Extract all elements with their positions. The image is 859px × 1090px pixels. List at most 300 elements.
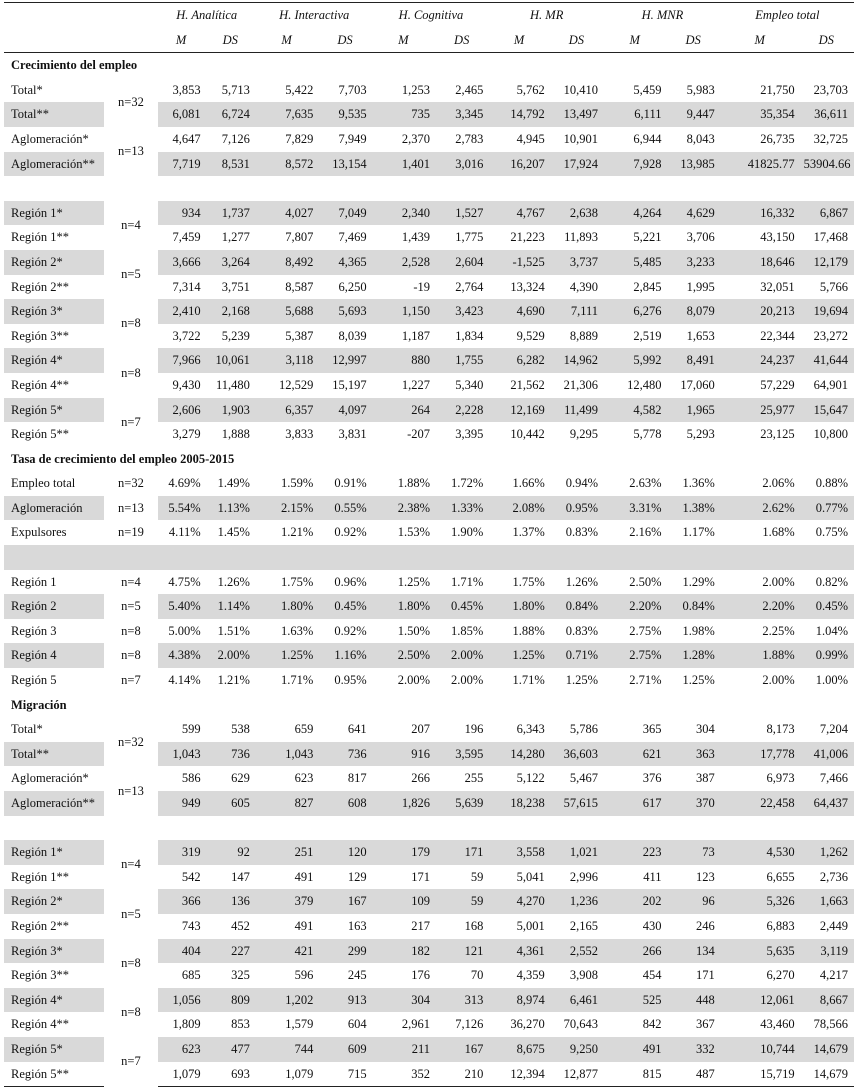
mean-value: 8,572 [256, 152, 317, 177]
mean-value: 617 [604, 791, 665, 816]
mean-value: 171 [411, 869, 431, 884]
mean-value: 815 [604, 1062, 665, 1087]
row-label: Región 5* [4, 398, 104, 423]
sd-value: 0.83% [565, 525, 599, 540]
mean-value: 12,480 [627, 377, 662, 392]
sd-value: 70,643 [563, 1017, 599, 1032]
mean-value: 7,807 [285, 230, 314, 245]
mean-value: 5,041 [516, 869, 545, 884]
sd-value: 1,737 [205, 201, 256, 226]
header-sd: DS [665, 28, 720, 53]
sd-value: 1,888 [221, 427, 250, 442]
mean-value: 4,270 [489, 889, 548, 914]
sd-value: 0.99% [799, 643, 854, 668]
mean-value: 2,410 [158, 299, 205, 324]
mean-value: 842 [642, 1017, 662, 1032]
sd-value: 8,531 [205, 152, 256, 177]
mean-value: 586 [181, 771, 201, 786]
mean-value: 6,276 [604, 299, 665, 324]
sd-value: 227 [205, 939, 256, 964]
sd-value: 13,497 [549, 102, 604, 127]
sd-value: 73 [665, 840, 720, 865]
table-row [4, 594, 854, 619]
sd-value: 163 [347, 918, 367, 933]
mean-value: -1,525 [489, 250, 548, 275]
sd-value: 7,111 [549, 299, 604, 324]
table-row [4, 127, 854, 152]
mean-value: 4.11% [168, 525, 201, 540]
row-label: Expulsores [11, 525, 67, 540]
mean-value: 1.25% [397, 574, 431, 589]
mean-value: 12,169 [489, 398, 548, 423]
sd-value: 1.85% [451, 623, 484, 638]
mean-value: 8,492 [256, 250, 317, 275]
sd-value: 1.33% [434, 496, 489, 521]
mean-value: 3.31% [604, 496, 665, 521]
mean-value: 10,744 [721, 1037, 799, 1062]
mean-value: 2.20% [721, 594, 799, 619]
mean-value: 1.37% [512, 525, 545, 540]
sd-value: 168 [464, 918, 484, 933]
mean-value: 4,690 [489, 299, 548, 324]
mean-value: 2.75% [604, 643, 665, 668]
sd-value: 123 [696, 869, 715, 884]
section-row [4, 693, 854, 718]
sd-value: 3,264 [205, 250, 256, 275]
sample-size: n=8 [104, 348, 157, 397]
mean-value: 934 [158, 201, 205, 226]
row-label: Región 3** [11, 968, 69, 983]
sample-size: n=13 [104, 496, 157, 521]
sd-value: 17,060 [680, 377, 715, 392]
mean-value: 2.00% [762, 673, 795, 688]
mean-value: 1,253 [401, 82, 431, 97]
mean-value: 4,582 [604, 398, 665, 423]
mean-value: 8,974 [489, 988, 548, 1013]
mean-value: 1,826 [373, 791, 434, 816]
sample-size: n=5 [104, 250, 157, 299]
row-label: Aglomeración [4, 496, 104, 521]
mean-value: 14,280 [489, 742, 548, 767]
sd-value: 171 [434, 840, 489, 865]
mean-value: 1.88% [512, 623, 545, 638]
sd-value: 3,016 [434, 152, 489, 177]
sd-value: 15,197 [332, 377, 367, 392]
mean-value: 18,238 [489, 791, 548, 816]
mean-value: 379 [256, 889, 317, 914]
mean-value: 2.25% [762, 623, 795, 638]
sd-value: 629 [231, 771, 250, 786]
sd-value: 3,908 [569, 968, 599, 983]
sd-value: 23,272 [813, 328, 848, 343]
mean-value: 5,762 [516, 82, 545, 97]
sd-value: 1,277 [221, 230, 250, 245]
mean-value: 9,430 [172, 377, 201, 392]
sample-size: n=32 [104, 471, 157, 496]
row-label: Región 5** [4, 1062, 104, 1087]
sd-value: 6,461 [549, 988, 604, 1013]
mean-value: 23,125 [760, 427, 795, 442]
sd-value: 5,467 [569, 771, 599, 786]
table-row [4, 988, 854, 1013]
sd-value: 715 [317, 1062, 372, 1087]
sd-value: 10,901 [563, 131, 599, 146]
sd-value: 1,903 [205, 398, 256, 423]
sd-value: 809 [205, 988, 256, 1013]
mean-value: 491 [604, 1037, 665, 1062]
sd-value: 1.16% [317, 643, 372, 668]
table-row [4, 471, 854, 496]
header-group: Empleo total [721, 3, 854, 28]
sd-value: 3,423 [434, 299, 489, 324]
sd-value: 736 [317, 742, 372, 767]
sd-value: 0.92% [334, 525, 367, 540]
mean-value: 22,458 [721, 791, 799, 816]
sd-value: 6,724 [205, 102, 256, 127]
sd-value: 1.28% [665, 643, 720, 668]
sd-value: 13,154 [317, 152, 372, 177]
sd-value: 1.36% [682, 476, 715, 491]
mean-value: 16,332 [721, 201, 799, 226]
mean-value: 6,944 [633, 131, 662, 146]
header-mean: M [721, 28, 799, 53]
mean-value: 1.53% [397, 525, 431, 540]
header-sd: DS [549, 28, 604, 53]
sd-value: 609 [317, 1037, 372, 1062]
mean-value: 26,735 [760, 131, 795, 146]
sd-value: 817 [347, 771, 367, 786]
mean-value: 744 [256, 1037, 317, 1062]
mean-value: 251 [256, 840, 317, 865]
mean-value: 3,853 [172, 82, 201, 97]
table-row [4, 840, 854, 865]
table-row [4, 939, 854, 964]
table-row [4, 643, 854, 668]
header-corner [4, 3, 104, 28]
sd-value: 5,239 [221, 328, 250, 343]
mean-value: 1,056 [158, 988, 205, 1013]
mean-value: 20,213 [721, 299, 799, 324]
sd-value: 1,995 [686, 279, 715, 294]
sample-size: n=5 [104, 594, 157, 619]
mean-value: 1.68% [762, 525, 795, 540]
sample-size: n=7 [104, 398, 157, 447]
table-row [4, 78, 854, 103]
sd-value: 487 [665, 1062, 720, 1087]
sd-value: 3,737 [549, 250, 604, 275]
mean-value: 7,829 [285, 131, 314, 146]
mean-value: 2.20% [604, 594, 665, 619]
mean-value: 266 [604, 939, 665, 964]
mean-value: 916 [373, 742, 434, 767]
header-sd: DS [434, 28, 489, 53]
mean-value: 4.14% [168, 673, 201, 688]
header-group: H. MNR [604, 3, 721, 28]
mean-value: 623 [158, 1037, 205, 1062]
mean-value: 525 [604, 988, 665, 1013]
mean-value: 6,357 [256, 398, 317, 423]
mean-value: 421 [256, 939, 317, 964]
mean-value: 2.00% [762, 574, 795, 589]
sd-value: 167 [434, 1037, 489, 1062]
mean-value: 6,111 [604, 102, 665, 127]
mean-value: 304 [373, 988, 434, 1013]
sd-value: 14,679 [799, 1037, 854, 1062]
sd-value: 245 [347, 968, 367, 983]
mean-value: 5,422 [285, 82, 314, 97]
sample-size: n=13 [104, 766, 157, 815]
sd-value: 11,480 [215, 377, 250, 392]
sd-value: 2,736 [819, 869, 848, 884]
sd-value: 12,179 [799, 250, 854, 275]
row-label: Región 3** [11, 328, 69, 343]
sd-value: 8,491 [665, 348, 720, 373]
row-label: Región 2* [4, 250, 104, 275]
sd-value: 6,250 [338, 279, 367, 294]
sd-value: 129 [347, 869, 367, 884]
mean-value: 491 [294, 918, 314, 933]
sd-value: 9,535 [317, 102, 372, 127]
sd-value: 7,204 [819, 722, 848, 737]
sd-value: 92 [205, 840, 256, 865]
sd-value: 538 [231, 722, 250, 737]
sd-value: 1.25% [682, 673, 715, 688]
sd-value: 3,395 [455, 427, 484, 442]
header-n-corner [104, 3, 157, 28]
mean-value: 12,529 [278, 377, 314, 392]
sd-value: 1.17% [682, 525, 715, 540]
sd-value: 57,615 [549, 791, 604, 816]
sd-value: 2.00% [434, 643, 489, 668]
mean-value: 3,118 [256, 348, 317, 373]
mean-value: 1.71% [281, 673, 314, 688]
sd-value: 41,644 [799, 348, 854, 373]
sample-size: n=8 [104, 643, 157, 668]
mean-value: 1.59% [281, 476, 314, 491]
mean-value: 5,485 [604, 250, 665, 275]
row-label: Región 5** [11, 427, 69, 442]
sd-value: 7,049 [317, 201, 372, 226]
sd-value: 70 [470, 968, 484, 983]
mean-value: 1.75% [281, 574, 314, 589]
header-mean: M [489, 28, 548, 53]
spacer-cell [4, 816, 854, 841]
mean-value: 5,001 [516, 918, 545, 933]
sd-value: 0.45% [317, 594, 372, 619]
row-label: Región 4** [11, 1017, 69, 1032]
row-label: Región 3* [4, 939, 104, 964]
sd-value: 367 [696, 1017, 715, 1032]
sd-value: 7,466 [819, 771, 848, 786]
sd-value: 448 [665, 988, 720, 1013]
sd-value: 0.95% [549, 496, 604, 521]
sd-value: 0.82% [815, 574, 848, 589]
header-mean: M [373, 28, 434, 53]
sd-value: 3,119 [799, 939, 854, 964]
row-label: Región 3 [11, 623, 57, 638]
mean-value: 1.66% [512, 476, 545, 491]
mean-value: 211 [373, 1037, 434, 1062]
mean-value: 4,027 [256, 201, 317, 226]
sd-value: 19,694 [799, 299, 854, 324]
mean-value: 2.75% [629, 623, 662, 638]
sd-value: 1.14% [205, 594, 256, 619]
sd-value: 332 [665, 1037, 720, 1062]
table-row [4, 717, 854, 742]
mean-value: 352 [373, 1062, 434, 1087]
sd-value: 9,250 [549, 1037, 604, 1062]
table-row [4, 668, 854, 693]
sd-value: 604 [347, 1017, 367, 1032]
sd-value: 2,638 [549, 201, 604, 226]
row-label: Región 2 [4, 594, 104, 619]
sd-value: 1.25% [565, 673, 599, 688]
mean-value: 404 [158, 939, 205, 964]
mean-value: 949 [158, 791, 205, 816]
sd-value: 2,996 [569, 869, 599, 884]
mean-value: 6,883 [766, 918, 795, 933]
row-label: Región 1 [11, 574, 57, 589]
mean-value: 6,973 [766, 771, 795, 786]
mean-value: 2.50% [629, 574, 662, 589]
sd-value: 78,566 [813, 1017, 848, 1032]
sd-value: 0.92% [334, 623, 367, 638]
sd-value: 693 [205, 1062, 256, 1087]
mean-value: 21,562 [510, 377, 545, 392]
sd-value: 2,764 [455, 279, 484, 294]
sd-value: 0.83% [565, 623, 599, 638]
mean-value: 2,845 [633, 279, 662, 294]
mean-value: 365 [642, 722, 662, 737]
sd-value: 7,126 [221, 131, 250, 146]
mean-value: 217 [411, 918, 431, 933]
sd-value: 196 [464, 722, 484, 737]
row-label: Total** [4, 742, 104, 767]
sd-value: 17,924 [549, 152, 604, 177]
mean-value: 2.63% [629, 476, 662, 491]
mean-value: 2.71% [629, 673, 662, 688]
sd-value: 2.00% [451, 673, 484, 688]
mean-value: 542 [181, 869, 201, 884]
sd-value: 477 [205, 1037, 256, 1062]
mean-value: 3,279 [172, 427, 201, 442]
row-label: Región 4** [11, 377, 69, 392]
sample-size: n=13 [104, 127, 157, 176]
mean-value: 623 [294, 771, 314, 786]
sd-value: 2,783 [455, 131, 484, 146]
header-sd: DS [317, 28, 372, 53]
header-n-corner [104, 28, 157, 53]
sd-value: 5,713 [221, 82, 250, 97]
sample-size: n=8 [104, 939, 157, 988]
sd-value: 2,168 [205, 299, 256, 324]
table-row [4, 496, 854, 521]
mean-value: 1.63% [281, 623, 314, 638]
mean-value: 2.00% [397, 673, 431, 688]
mean-value: 5.40% [158, 594, 205, 619]
sd-value: 96 [665, 889, 720, 914]
sd-value: 17,468 [813, 230, 848, 245]
mean-value: 5,459 [633, 82, 662, 97]
sd-value: 1.26% [217, 574, 250, 589]
sd-value: 136 [205, 889, 256, 914]
sd-value: 1.49% [217, 476, 250, 491]
sd-value: 2,604 [434, 250, 489, 275]
header-corner [4, 28, 104, 53]
mean-value: 6,081 [158, 102, 205, 127]
spacer-cell [4, 176, 854, 201]
sd-value: 4,097 [317, 398, 372, 423]
mean-value: 24,237 [721, 348, 799, 373]
spacer-row [4, 545, 854, 570]
sd-value: 11,893 [564, 230, 599, 245]
mean-value: 266 [411, 771, 431, 786]
mean-value: 264 [373, 398, 434, 423]
sd-value: 1.13% [205, 496, 256, 521]
mean-value: 5.00% [168, 623, 201, 638]
sd-value: 5,786 [569, 722, 599, 737]
mean-value: 5,688 [256, 299, 317, 324]
sd-value: 4,390 [569, 279, 599, 294]
sd-value: 12,877 [549, 1062, 604, 1087]
mean-value: 1,079 [256, 1062, 317, 1087]
sd-value: 171 [696, 968, 715, 983]
sd-value: 605 [205, 791, 256, 816]
table-row [4, 619, 854, 644]
sd-value: 1.45% [217, 525, 250, 540]
mean-value: 12,061 [721, 988, 799, 1013]
mean-value: 3,722 [172, 328, 201, 343]
table-row [4, 201, 854, 226]
mean-value: 21,750 [760, 82, 795, 97]
mean-value: 43,150 [760, 230, 795, 245]
mean-value: 430 [642, 918, 662, 933]
header-group-row [4, 3, 854, 28]
mean-value: 4,647 [172, 131, 201, 146]
sd-value: 2,465 [455, 82, 484, 97]
section-title: Tasa de crecimiento del empleo 2005-2015 [11, 451, 235, 466]
row-label: Total* [11, 82, 43, 97]
mean-value: 2.15% [256, 496, 317, 521]
mean-value: 7,314 [172, 279, 201, 294]
table-row [4, 570, 854, 595]
sd-value: 363 [665, 742, 720, 767]
mean-value: 5,326 [721, 889, 799, 914]
mean-value: 2,340 [373, 201, 434, 226]
mean-value: 15,719 [721, 1062, 799, 1087]
section-row [4, 53, 854, 78]
mean-value: 7,928 [604, 152, 665, 177]
sd-value: 1,236 [549, 889, 604, 914]
sd-value: 313 [434, 988, 489, 1013]
row-label: Región 2** [11, 918, 69, 933]
row-label: Región 2* [4, 889, 104, 914]
mean-value: 7,966 [158, 348, 205, 373]
sd-value: 59 [470, 869, 484, 884]
row-label: Región 4 [4, 643, 104, 668]
row-label: Total** [4, 102, 104, 127]
header-sub-row [4, 28, 854, 53]
row-label: Empleo total [11, 476, 76, 491]
sd-value: 4,217 [819, 968, 848, 983]
sd-value: 167 [317, 889, 372, 914]
mean-value: 5,992 [604, 348, 665, 373]
sd-value: 1.51% [217, 623, 250, 638]
sd-value: 8,039 [338, 328, 367, 343]
statistics-table [4, 2, 854, 1087]
mean-value: 3,666 [158, 250, 205, 275]
mean-value: 32,051 [760, 279, 795, 294]
